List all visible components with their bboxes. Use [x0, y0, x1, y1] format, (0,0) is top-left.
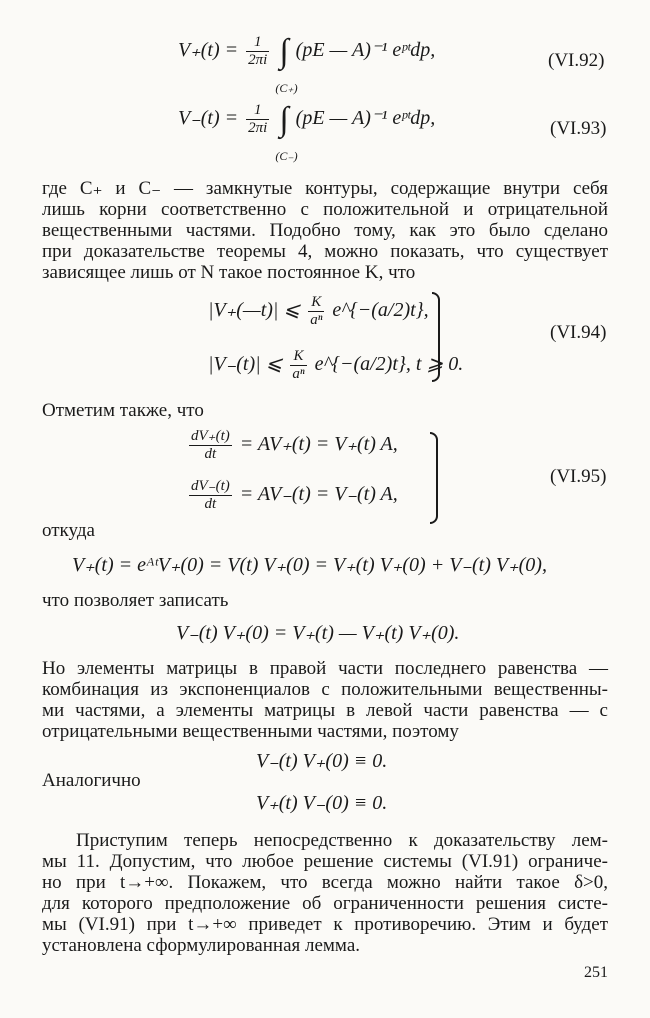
eq-number-vi95: (VI.95) [550, 466, 607, 487]
equation-vi94-line2 [208, 348, 463, 383]
paragraph-similarly [42, 770, 141, 791]
paragraph-contours [42, 178, 608, 283]
eq94-line2-rhs: e^{−(a/2)t}, t ⩾ 0. [314, 353, 464, 376]
eq93-lhs: V₋(t) = [178, 107, 239, 130]
eq92-frac-num: 1 [246, 34, 269, 52]
eq92-lhs: V₊(t) = [178, 39, 239, 62]
eq93-frac-den: 2πi [248, 120, 268, 136]
eq92-body: (pE — A)⁻¹ eᵖᵗdp, [295, 39, 436, 62]
text-line: вещественными частями. Подобно тому, как это было сделано [42, 220, 608, 241]
equation-zero-2: V₊(t) V₋(0) ≡ 0. [256, 792, 388, 814]
text-line: откуда [42, 520, 95, 541]
text-line: отрицательными вещественными частями, поэтому [42, 721, 459, 742]
eq95-line1-rhs: = AV₊(t) = V₊(t) A, [239, 433, 398, 456]
text-line: где C₊ и C₋ — замкнутые контуры, содержащие внутри себя [42, 178, 608, 199]
eq94-line1-fraction [308, 294, 324, 329]
eq94-line2-fraction [290, 348, 306, 383]
eq-number-vi93: (VI.93) [550, 118, 607, 139]
eq95-line2-rhs: = AV₋(t) = V₋(t) A, [239, 483, 398, 506]
equation-vi94-line1 [208, 294, 429, 329]
text-line: установлена сформулированная лемма. [42, 935, 361, 956]
equation-vi93 [178, 100, 436, 163]
text-line: мы (VI.91) при t→+∞ приведет к противоречию. Этим и будет [42, 914, 608, 935]
equation-vi95-line1 [186, 428, 398, 463]
text-line: Приступим теперь непосредственно к доказательству лем- [76, 830, 608, 851]
eq94-line1-num: K [308, 294, 324, 312]
text-line: Но элементы матрицы в правой части последнего равенства — [42, 658, 608, 679]
paragraph-write [42, 590, 228, 611]
eq93-body: (pE — A)⁻¹ eᵖᵗdp, [295, 107, 436, 130]
integral-sign: ∫ (C₊) [279, 35, 288, 69]
text-line: Отметим также, что [42, 400, 204, 421]
eq-number-vi94: (VI.94) [550, 322, 607, 343]
equation-long: V₊(t) = eᴬᵗV₊(0) = V(t) V₊(0) = V₊(t) V₊(0) + V₋(t) V₊(0), [72, 554, 547, 576]
right-brace [432, 292, 440, 382]
text-line: при доказательстве теоремы 4, можно показать, что существует [42, 241, 608, 262]
paragraph-note [42, 400, 204, 421]
eq93-frac-num: 1 [246, 102, 269, 120]
eq94-line2-den: aⁿ [292, 366, 305, 382]
right-brace [430, 432, 438, 524]
equation-vi92 [178, 32, 436, 95]
eq95-line1-num: dV₊(t) [191, 428, 230, 444]
equation-write: V₋(t) V₊(0) = V₊(t) — V₊(t) V₊(0). [176, 622, 460, 644]
paragraph-proof-start [42, 830, 608, 956]
page-number: 251 [584, 964, 608, 981]
paragraph-whence [42, 520, 95, 541]
eq93-fraction [246, 102, 269, 137]
eq92-frac-den: 2πi [248, 52, 268, 68]
paragraph-matrix-elements [42, 658, 608, 742]
integral-sign: ∫ (C₋) [279, 103, 288, 137]
text-line: зависящее лишь от N такое постоянное K, что [42, 262, 416, 283]
eq95-line1-fraction [189, 428, 232, 463]
eq95-line2-fraction [189, 478, 232, 513]
eq93-contour: (C₋) [275, 148, 298, 163]
text-line: но при t→+∞. Покажем, что всегда можно найти такое δ>0, [42, 872, 608, 893]
text-line: что позволяет записать [42, 590, 229, 611]
text-line: мы 11. Допустим, что любое решение системы (VI.91) ограниче- [42, 851, 608, 872]
text-line: ми частями, а элементы матрицы в левой части равенства — с [42, 700, 608, 721]
eq95-line1-den: dt [204, 446, 217, 462]
eq95-line2-den: dt [204, 496, 217, 512]
eq92-contour: (C₊) [275, 80, 298, 95]
equation-vi95-line2 [186, 478, 398, 513]
eq94-line1-den: aⁿ [310, 312, 323, 328]
equation-zero-1: V₋(t) V₊(0) ≡ 0. [256, 750, 388, 772]
text-line: комбинация из экспоненциалов с положительными вещественны- [42, 679, 608, 700]
eq-number-vi92: (VI.92) [548, 50, 605, 71]
eq94-line1-rhs: e^{−(a/2)t}, [332, 299, 429, 322]
text-line: Аналогично [42, 770, 141, 791]
eq95-line2-num: dV₋(t) [191, 478, 230, 494]
eq92-fraction [246, 34, 269, 69]
text-line: лишь корни соответственно с положительной и отрицательной [42, 199, 608, 220]
eq94-line1-lhs: |V₊(—t)| ⩽ [208, 299, 301, 322]
eq94-line2-num: K [290, 348, 306, 366]
text-line: для которого предположение об ограниченности решения систе- [42, 893, 608, 914]
eq94-line2-lhs: |V₋(t)| ⩽ [208, 353, 283, 376]
